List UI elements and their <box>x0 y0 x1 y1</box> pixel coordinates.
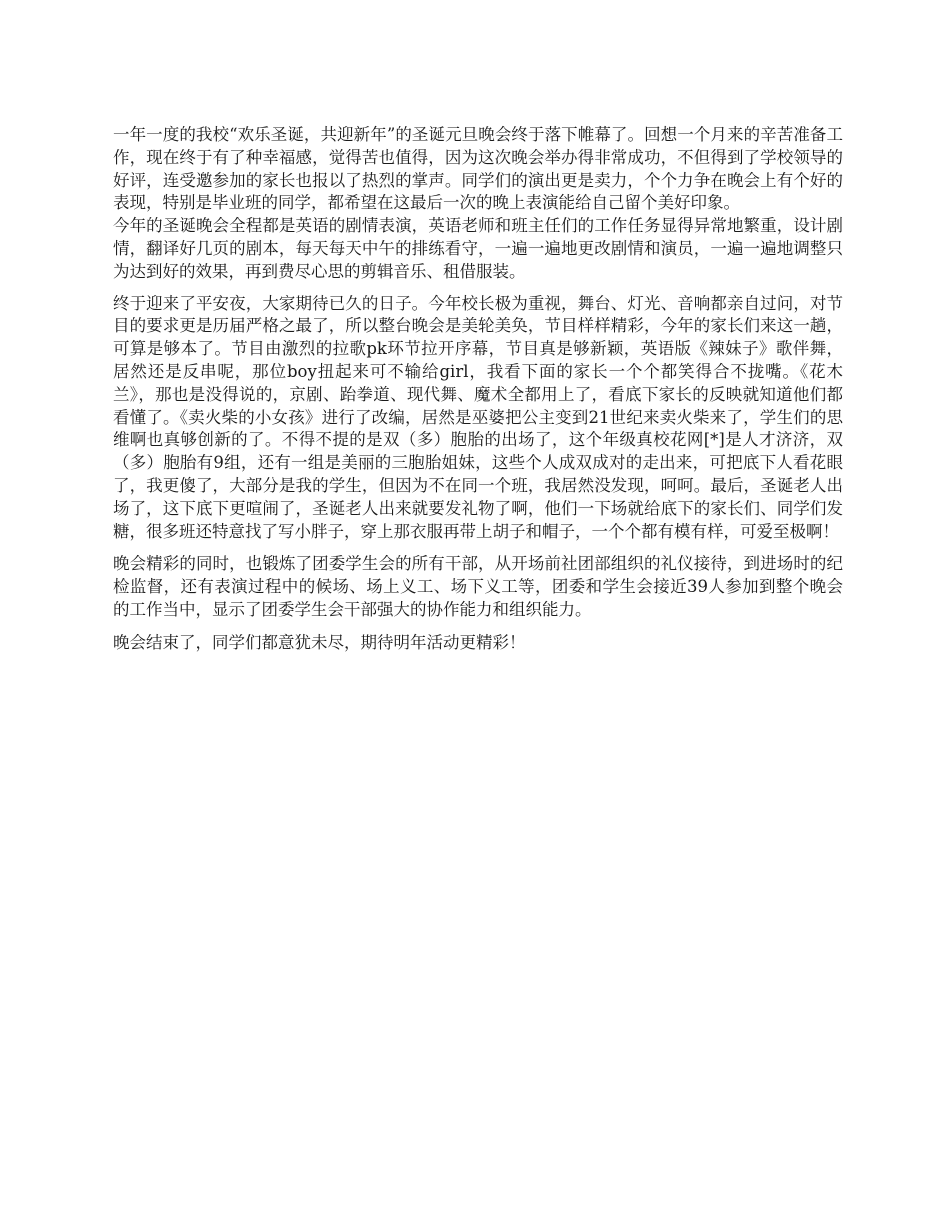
paragraph-closing: 晚会结束了，同学们都意犹未尽，期待明年活动更精彩！ <box>113 632 526 652</box>
paragraph-staff: 晚会精彩的同时，也锻炼了团委学生会的所有干部，从开场前社团部组织的礼仪接待，到进场时的纪检监督，还有表演过程中的候场、场上义工、场下义工等，团委和学生会接近39人参加到整个晚会的工作当中，显示了团委学生会干部强大的协作能力和组织能力。 <box>113 554 843 619</box>
document-body <box>113 124 843 655</box>
paragraph-opening: 一年一度的我校“欢乐圣诞，共迎新年”的圣诞元旦晚会终于落下帷幕了。回想一个月来的辛苦准备工作，现在终于有了种幸福感，觉得苦也值得，因为这次晚会举办得非常成功，不但得到了学校领导的好评，连受邀参加的家长也报以了热烈的掌声。同学们的演出更是卖力，个个力争在晚会上有个好的表现，特别是毕业班的同学，都希望在这最后一次的晚上表演能给自己留个美好印象。 <box>113 125 843 213</box>
paragraph-preparation: 今年的圣诞晚会全程都是英语的剧情表演，英语老师和班主任们的工作任务显得异常地繁重，设计剧情，翻译好几页的剧本，每天每天中午的排练看守，一遍一遍地更改剧情和演员，一遍一遍地调整只为达到好的效果，再到费尽心思的剪辑音乐、租借服装。 <box>113 216 843 281</box>
paragraph-christmas-eve: 终于迎来了平安夜，大家期待已久的日子。今年校长极为重视，舞台、灯光、音响都亲自过问，对节目的要求更是历届严格之最了，所以整台晚会是美轮美奂，节目样样精彩，今年的家长们来这一趟，可算是够本了。节目由激烈的拉歌pk环节拉开序幕，节目真是够新颖，英语版《辣妹子》歌伴舞，居然还是反串呢，那位boy扭起来可不输给girl，我看下面的家长一个个都笑得合不拢嘴。《花木兰》，那也是没得说的，京剧、跆拳道、现代舞、魔术全都用上了，看底下家长的反映就知道他们都看懂了。《卖火柴的小女孩》进行了改编，居然是巫婆把公主变到21世纪来卖火柴来了，学生们的思维啊也真够创新的了。不得不提的是双（多）胞胎的出场了，这个年级真校花网[*]是人才济济，双（多）胞胎有9组，还有一组是美丽的三胞胎姐妹，这些个人成双成对的走出来，可把底下人看花眼了，我更傻了，大部分是我的学生，但因为不在同一个班，我居然没发现，呵呵。最后，圣诞老人出场了，这下底下更喧闹了，圣诞老人出来就要发礼物了啊，他们一下场就给底下的家长们、同学们发糖，很多班还特意找了写小胖子，穿上那衣服再带上胡子和帽子，一个个都有模有样，可爱至极啊！ <box>113 293 843 541</box>
